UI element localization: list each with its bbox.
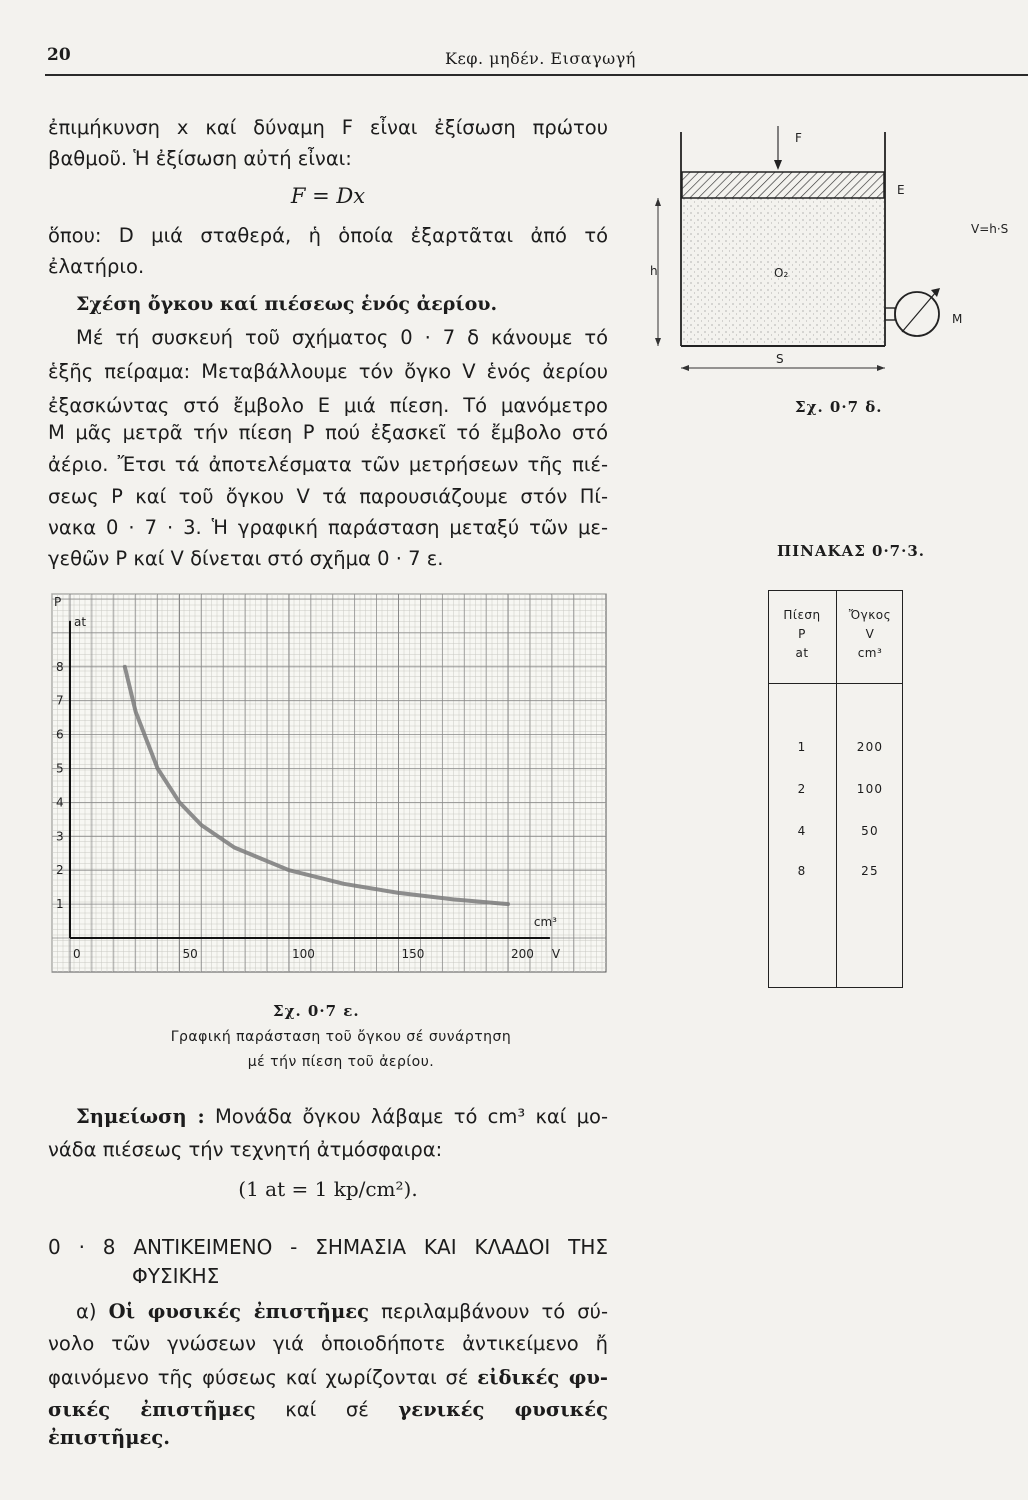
- chart-y-tick-label: 8: [56, 659, 64, 674]
- section-08-line-3-text: φαινόμενο τῆς φύσεως καί χωρίζονται σέ: [48, 1366, 469, 1389]
- section-08-line-4-text: καί σέ: [285, 1398, 369, 1421]
- table-header-pressure: Πίεση P at: [783, 608, 821, 660]
- table-cell-v: 100: [856, 782, 884, 796]
- pressure-volume-table: [768, 590, 903, 988]
- gas-label: O₂: [774, 266, 789, 280]
- table-header-volume: Ὄγκος V cm³: [848, 608, 892, 660]
- intro-line-4: ἐλατήριο.: [48, 255, 145, 278]
- volume-formula: V=h·S: [971, 222, 1009, 236]
- section-08-line-1-text: περιλαμβάνουν τό σύ-: [381, 1300, 608, 1323]
- chart-x-tick-label: 100: [292, 947, 315, 961]
- chart-y-tick-label: 7: [56, 693, 64, 708]
- table-cell-p: 8: [797, 864, 807, 878]
- chart-x-tick-label: 50: [182, 947, 198, 961]
- chart-x-unit: cm³: [533, 915, 558, 929]
- chart-y-tick-label: 5: [56, 761, 64, 776]
- area-label: S: [776, 352, 784, 366]
- gas-line-2: ἑξῆς πείραμα: Μεταβάλλουμε τόν ὄγκο V ἑνός ἀερίου: [48, 360, 608, 383]
- section-08-heading-line-1: 0 · 8 ΑΝΤΙΚΕΙΜΕΝΟ - ΣΗΜΑΣΙΑ ΚΑΙ ΚΛΑΔΟΙ ΤΗΣ: [48, 1235, 608, 1259]
- note-line-1: [76, 1103, 608, 1131]
- note-line-1-text: Μονάδα ὄγκου λάβαμε τό cm³ καί μο-: [214, 1105, 608, 1128]
- chart-y-tick-label: 2: [56, 863, 64, 878]
- gas-line-4: Μ μᾶς μετρᾶ τήν πίεση Ρ πού ἐξασκεῖ τό ἔμβολο στό: [48, 421, 608, 444]
- intro-line-2: βαθμοῦ. Ἡ ἐξίσωση αὐτή εἶναι:: [48, 147, 352, 170]
- paragraph-label: α): [76, 1300, 97, 1323]
- chart-x-tick-label: 0: [73, 947, 81, 961]
- table-cell-p: 2: [797, 782, 807, 796]
- table-title: ΠΙΝΑΚΑΣ 0·7·3.: [776, 542, 925, 560]
- note-formula: (1 at = 1 kp/cm²).: [238, 1177, 418, 1201]
- figure-d-caption: Σχ. 0·7 δ.: [795, 398, 883, 416]
- table-cell-v: 25: [861, 864, 879, 878]
- term-special-sciences-end: σικές ἐπιστῆμες: [48, 1398, 256, 1421]
- section-08-heading-line-2: ΦΥΣΙΚΗΣ: [132, 1264, 220, 1288]
- gas-line-7: νακα 0 · 7 · 3. Ἡ γραφική παράσταση μεταξύ τῶν με-: [48, 516, 608, 539]
- page-number: 20: [47, 45, 71, 65]
- gas-line-8: γεθῶν Ρ καί V δίνεται στό σχῆμα 0 · 7 ε.: [48, 547, 444, 570]
- chart-y-tick-label: 4: [56, 795, 64, 810]
- chart-y-tick-label: 3: [56, 829, 64, 844]
- section-heading-gas: Σχέση ὄγκου καί πιέσεως ἑνός ἀερίου.: [76, 293, 498, 315]
- manometer-needle: [902, 292, 936, 332]
- section-08-line-3: [48, 1364, 608, 1392]
- chart-x-tick-label: 200: [511, 947, 534, 961]
- chart-x-label: V: [551, 947, 561, 961]
- chart-caption-line-2: μέ τήν πίεση τοῦ ἀερίου.: [247, 1054, 435, 1070]
- piston: [682, 172, 884, 198]
- term-general-sciences: γενικές φυσικές ἐπιστῆμες.: [48, 1398, 608, 1449]
- piston-apparatus-diagram: [640, 120, 1028, 420]
- header-rule: [45, 74, 1028, 76]
- intro-line-1: ἐπιμήκυνση x καί δύναμη F εἶναι ἐξίσωση πρώτου: [48, 116, 608, 139]
- gas-line-5: ἀέριο. Ἔτσι τά ἀποτελέσματα τῶν μετρήσεων τῆς πιέ-: [48, 453, 608, 476]
- force-label: F: [795, 131, 802, 145]
- running-head: Κεφ. μηδέν. Εισαγωγή: [445, 49, 636, 68]
- chart-paper: [52, 594, 606, 972]
- chart-caption-line-1: Γραφική παράσταση τοῦ ὄγκου σέ συνάρτηση: [170, 1029, 512, 1045]
- chart-y-unit: at: [74, 615, 87, 629]
- chart-y-tick-label: 6: [56, 727, 64, 742]
- gas-line-6: σεως Ρ καί τοῦ ὄγκου V τά παρουσιάζουμε στόν Πί-: [48, 485, 608, 508]
- chart-y-label: P: [54, 595, 62, 609]
- manometer-label: M: [952, 312, 963, 326]
- gas-line-3: ἐξασκώντας στό ἔμβολο Ε μιά πίεση. Τό μανόμετρο: [48, 394, 608, 417]
- chart-y-tick-label: 1: [56, 897, 64, 912]
- chart-x-tick-label: 150: [401, 947, 425, 961]
- table-cell-v: 50: [861, 824, 879, 838]
- note-label: Σημείωση :: [76, 1105, 205, 1128]
- table-cell-p: 1: [797, 740, 807, 754]
- term-special-sciences: εἰδικές φυ-: [477, 1366, 608, 1389]
- table-cell-p: 4: [797, 824, 807, 838]
- section-08-line-2: νολο τῶν γνώσεων γιά ὁποιοδήποτε ἀντικείμενο ἤ: [48, 1332, 608, 1355]
- pressure-volume-chart: [40, 588, 610, 978]
- gas-line-1: Μέ τή συσκευή τοῦ σχήματος 0 · 7 δ κάνουμε τό: [76, 326, 608, 349]
- piston-label: E: [897, 183, 905, 197]
- table-cell-v: 200: [856, 740, 884, 754]
- chart-caption-label: Σχ. 0·7 ε.: [273, 1002, 360, 1020]
- intro-line-3: ὅπου: D μιά σταθερά, ἡ ὁποία ἐξαρτᾶται ἀπό τό: [48, 224, 608, 247]
- height-label: h: [650, 264, 658, 278]
- note-line-2: νάδα πιέσεως τήν τεχνητή ἀτμόσφαιρα:: [48, 1138, 443, 1161]
- section-08-line-4: [48, 1396, 608, 1452]
- section-08-line-1: [76, 1298, 608, 1326]
- term-natural-sciences: Οἱ φυσικές ἐπιστῆμες: [108, 1300, 369, 1323]
- formula-hooke: F = Dx: [290, 184, 366, 208]
